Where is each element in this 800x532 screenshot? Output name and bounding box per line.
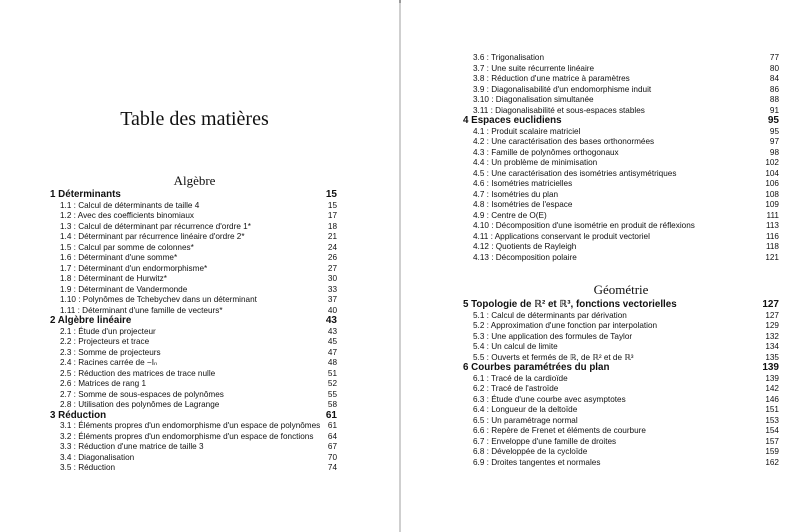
toc-entry-title: 2.4 : Racines carrée de −Iₙ — [60, 358, 158, 367]
toc-section-entry[interactable] — [50, 285, 337, 296]
toc-entry-title: 6.6 : Repère de Frenet et éléments de courbure — [473, 426, 646, 435]
toc-entry-title: 2.7 : Somme de sous-espaces de polynômes — [60, 389, 224, 399]
toc-entry-title: 4.8 : Isométries de l'espace — [473, 200, 573, 209]
toc-entry-page: 146 — [765, 394, 779, 404]
toc-entry-title: 5.4 : Un calcul de limite — [473, 342, 558, 351]
toc-entry-page: 21 — [327, 232, 337, 241]
toc-entry-page: 153 — [765, 415, 779, 425]
toc-section-entry[interactable] — [463, 374, 779, 385]
toc-section-entry[interactable] — [50, 222, 337, 233]
toc-entry-page: 64 — [327, 431, 337, 441]
toc-section-entry[interactable] — [463, 416, 779, 427]
toc-entry-page: 45 — [327, 337, 337, 346]
toc-title: Table des matières — [120, 108, 269, 130]
toc-entry-page: 116 — [765, 231, 779, 241]
toc-entry-title: 2.5 : Réduction des matrices de trace nulle — [60, 368, 216, 378]
toc-entry-title: 1.1 : Calcul de déterminants de taille 4 — [60, 200, 200, 210]
toc-entry-page: 95 — [769, 126, 779, 136]
toc-entry-page: 139 — [762, 362, 779, 373]
toc-section-entry[interactable] — [463, 53, 779, 64]
toc-section-entry[interactable] — [50, 463, 337, 474]
toc-entry-title: 1.8 : Déterminant de Hurwitz* — [60, 274, 167, 283]
toc-section-entry[interactable] — [463, 232, 779, 243]
toc-section-entry[interactable] — [463, 169, 779, 180]
toc-entry-page: 24 — [327, 242, 337, 252]
toc-entry-title: 2.3 : Somme de projecteurs — [60, 347, 161, 357]
toc-entry-page: 61 — [325, 409, 337, 421]
toc-section-entry[interactable] — [50, 358, 337, 369]
toc-section-entry[interactable] — [463, 405, 779, 416]
toc-entry-title: 4.10 : Décomposition d'une isométrie en produit de réflexions — [473, 221, 695, 230]
toc-entry-page: 74 — [327, 463, 337, 472]
toc-entry-page: 43 — [327, 326, 337, 336]
toc-entry-page: 86 — [769, 84, 779, 94]
toc-section-entry[interactable] — [50, 274, 337, 285]
toc-entry-title: 5.3 : Une application des formules de Taylor — [473, 331, 633, 341]
toc-section-entry[interactable] — [50, 201, 337, 212]
toc-entry-title: 3 Réduction — [50, 409, 107, 421]
toc-section-entry[interactable] — [463, 190, 779, 201]
toc-entry-title: 2.8 : Utilisation des polynômes de Lagrange — [60, 400, 220, 409]
toc-section-entry[interactable] — [463, 95, 779, 106]
toc-entry-page: 127 — [762, 299, 779, 310]
toc-section-entry[interactable] — [463, 458, 779, 469]
toc-section-entry[interactable] — [50, 211, 337, 222]
toc-entry-title: 4.4 : Un problème de minimisation — [473, 158, 598, 167]
toc-section-entry[interactable] — [50, 253, 337, 264]
part-heading-geometrie: Géométrie — [593, 282, 649, 297]
toc-entry-title: 1.6 : Déterminant d'une somme* — [60, 253, 178, 262]
toc-section-entry[interactable] — [50, 348, 337, 359]
toc-chapter-entry[interactable] — [50, 316, 337, 327]
toc-entry-page: 30 — [327, 274, 337, 283]
toc-entry-title: 6.4 : Longueur de la deltoïde — [473, 405, 578, 414]
toc-section-entry[interactable] — [463, 179, 779, 190]
toc-entry-page: 121 — [765, 252, 779, 262]
toc-entry-page: 70 — [327, 452, 337, 462]
toc-entry-title: 2.6 : Matrices de rang 1 — [60, 379, 147, 388]
toc-entry-title: 4 Espaces euclidiens — [463, 115, 562, 126]
toc-section-entry[interactable] — [50, 337, 337, 348]
toc-section-entry[interactable] — [50, 400, 337, 411]
toc-entry-page: 27 — [327, 263, 337, 273]
toc-left-list — [50, 190, 337, 474]
toc-entry-title: 3.2 : Éléments propres d'un endomorphisme d'un espace de fonctions — [60, 431, 314, 441]
toc-section-entry[interactable] — [463, 311, 779, 322]
toc-entry-title: 4.1 : Produit scalaire matriciel — [473, 126, 581, 136]
toc-entry-page: 113 — [765, 221, 779, 230]
toc-entry-title: 1.7 : Déterminant d'un endormorphisme* — [60, 263, 208, 273]
toc-entry-page: 77 — [769, 53, 779, 62]
toc-entry-page: 118 — [765, 242, 779, 251]
toc-section-entry[interactable] — [463, 426, 779, 437]
toc-entry-title: 6.3 : Étude d'une courbe avec asymptotes — [473, 394, 626, 404]
toc-section-entry[interactable] — [463, 447, 779, 458]
toc-section-entry[interactable] — [463, 137, 779, 148]
toc-entry-title: 3.1 : Éléments propres d'un endomorphisme d'un espace de polynômes — [60, 421, 321, 430]
toc-section-entry[interactable] — [50, 327, 337, 338]
toc-entry-page: 37 — [327, 295, 337, 304]
toc-entry-page: 55 — [327, 389, 337, 399]
toc-entry-page: 67 — [327, 442, 337, 451]
toc-entry-title: 4.12 : Quotients de Rayleigh — [473, 242, 577, 251]
toc-section-entry[interactable] — [463, 242, 779, 253]
toc-entry-page: 26 — [327, 253, 337, 262]
toc-entry-title: 3.11 : Diagonalisabilité et sous-espaces stables — [473, 105, 645, 115]
toc-entry-page: 47 — [327, 347, 337, 357]
toc-entry-title: 4.3 : Famille de polynômes orthogonaux — [473, 147, 619, 157]
toc-entry-page: 154 — [765, 426, 779, 435]
toc-entry-page: 15 — [325, 189, 337, 200]
toc-entry-page: 91 — [769, 105, 779, 115]
left-page — [0, 0, 399, 532]
toc-entry-title: 6.5 : Un paramétrage normal — [473, 415, 578, 425]
toc-section-entry[interactable] — [50, 421, 337, 432]
toc-right-top-list — [463, 53, 779, 263]
toc-section-entry[interactable] — [50, 379, 337, 390]
toc-section-entry[interactable] — [50, 453, 337, 464]
toc-entry-page: 142 — [765, 384, 779, 393]
toc-entry-title: 5 Topologie de ℝ² et ℝ³, fonctions vectorielles — [463, 299, 677, 310]
toc-entry-title: 3.8 : Réduction d'une matrice à paramètres — [473, 74, 630, 83]
toc-entry-title: 3.7 : Une suite récurrente linéaire — [473, 63, 595, 73]
toc-entry-title: 4.7 : Isométries du plan — [473, 189, 559, 199]
right-page — [401, 0, 800, 532]
toc-entry-page: 135 — [765, 352, 779, 362]
toc-section-entry[interactable] — [463, 158, 779, 169]
toc-section-entry[interactable] — [463, 148, 779, 159]
toc-entry-page: 157 — [765, 436, 779, 446]
toc-section-entry[interactable] — [50, 232, 337, 243]
toc-entry-page: 52 — [327, 379, 337, 388]
toc-entry-page: 139 — [765, 373, 779, 383]
toc-section-entry[interactable] — [463, 85, 779, 96]
toc-entry-page: 102 — [765, 158, 779, 167]
toc-entry-page: 127 — [765, 310, 779, 320]
toc-section-entry[interactable] — [50, 264, 337, 275]
toc-entry-page: 132 — [765, 331, 779, 341]
toc-section-entry[interactable] — [463, 200, 779, 211]
toc-entry-page: 17 — [327, 211, 337, 220]
toc-entry-title: 6.8 : Développée de la cycloïde — [473, 447, 588, 456]
toc-section-entry[interactable] — [463, 437, 779, 448]
toc-section-entry[interactable] — [463, 221, 779, 232]
toc-entry-title: 5.1 : Calcul de déterminants par dérivation — [473, 310, 627, 320]
toc-entry-title: 4.11 : Applications conservant le produit vectoriel — [473, 231, 650, 241]
toc-entry-title: 3.6 : Trigonalisation — [473, 53, 545, 62]
toc-entry-title: 1 Déterminants — [50, 189, 121, 200]
toc-entry-title: 4.5 : Une caractérisation des isométries antisymétriques — [473, 168, 677, 178]
toc-entry-page: 109 — [765, 200, 779, 209]
toc-entry-page: 80 — [769, 63, 779, 73]
toc-section-entry[interactable] — [463, 332, 779, 343]
toc-entry-title: 4.9 : Centre de O(E) — [473, 210, 547, 220]
toc-chapter-entry[interactable] — [463, 363, 779, 374]
toc-entry-page: 51 — [327, 368, 337, 378]
toc-section-entry[interactable] — [463, 395, 779, 406]
toc-right-bottom-list — [463, 300, 779, 468]
toc-entry-title: 2.1 : Étude d'un projecteur — [60, 326, 156, 336]
toc-chapter-entry[interactable] — [463, 116, 779, 127]
toc-entry-page: 88 — [769, 95, 779, 104]
toc-section-entry[interactable] — [463, 211, 779, 222]
toc-section-entry[interactable] — [50, 243, 337, 254]
toc-entry-page: 151 — [765, 405, 779, 414]
toc-section-entry[interactable] — [463, 321, 779, 332]
toc-section-entry[interactable] — [50, 295, 337, 306]
toc-entry-page: 134 — [765, 342, 779, 351]
toc-entry-title: 5.2 : Approximation d'une fonction par interpolation — [473, 321, 658, 330]
toc-entry-title: 1.10 : Polynômes de Tchebychev dans un déterminant — [60, 295, 257, 304]
toc-entry-title: 1.5 : Calcul par somme de colonnes* — [60, 242, 194, 252]
part-heading-algebre: Algèbre — [173, 173, 216, 188]
toc-section-entry[interactable] — [463, 253, 779, 264]
toc-entry-title: 4.13 : Décomposition polaire — [473, 252, 577, 262]
toc-chapter-entry[interactable] — [50, 411, 337, 422]
toc-entry-page: 97 — [769, 137, 779, 146]
toc-entry-page: 108 — [765, 189, 779, 199]
toc-entry-title: 4.6 : Isométries matricielles — [473, 179, 573, 188]
toc-entry-title: 3.4 : Diagonalisation — [60, 452, 135, 462]
toc-entry-title: 6.1 : Tracé de la cardioïde — [473, 373, 568, 383]
toc-entry-title: 3.10 : Diagonalisation simultanée — [473, 95, 594, 104]
toc-section-entry[interactable] — [463, 74, 779, 85]
toc-entry-title: 1.4 : Déterminant par récurrence linéaire d'ordre 2* — [60, 232, 245, 241]
toc-section-entry[interactable] — [50, 369, 337, 380]
toc-entry-title: 1.9 : Déterminant de Vandermonde — [60, 284, 188, 294]
toc-entry-page: 129 — [765, 321, 779, 330]
toc-entry-title: 6.7 : Enveloppe d'une famille de droites — [473, 436, 617, 446]
toc-entry-page: 61 — [327, 421, 337, 430]
toc-entry-title: 3.5 : Réduction — [60, 463, 116, 472]
toc-entry-page: 18 — [327, 221, 337, 231]
toc-entry-title: 1.11 : Déterminant d'une famille de vecteurs* — [60, 305, 223, 315]
toc-section-entry[interactable] — [463, 342, 779, 353]
toc-entry-title: 1.3 : Calcul de déterminant par récurrence d'ordre 1* — [60, 221, 251, 231]
toc-entry-title: 6 Courbes paramétrées du plan — [463, 362, 610, 373]
toc-entry-title: 4.2 : Une caractérisation des bases orthonormées — [473, 137, 655, 146]
toc-entry-page: 40 — [327, 305, 337, 315]
toc-entry-title: 2 Algèbre linéaire — [50, 315, 132, 326]
toc-section-entry[interactable] — [50, 390, 337, 401]
toc-entry-page: 84 — [769, 74, 779, 83]
toc-section-entry[interactable] — [50, 432, 337, 443]
toc-section-entry[interactable] — [50, 442, 337, 453]
toc-entry-title: 5.5 : Ouverts et fermés de ℝ, de ℝ² et de ℝ³ — [473, 352, 634, 362]
toc-entry-page: 48 — [327, 358, 337, 367]
toc-entry-page: 104 — [765, 168, 779, 178]
toc-entry-page: 58 — [327, 400, 337, 409]
toc-entry-page: 111 — [766, 210, 779, 220]
toc-section-entry[interactable] — [463, 384, 779, 395]
toc-entry-page: 98 — [769, 147, 779, 157]
toc-entry-page: 33 — [327, 284, 337, 294]
toc-entry-title: 2.2 : Projecteurs et trace — [60, 337, 150, 346]
toc-entry-title: 3.3 : Réduction d'une matrice de taille 3 — [60, 442, 204, 451]
toc-entry-title: 1.2 : Avec des coefficients binomiaux — [60, 211, 194, 220]
toc-entry-page: 15 — [327, 200, 337, 210]
toc-entry-title: 3.9 : Diagonalisabilité d'un endomorphisme induit — [473, 84, 652, 94]
toc-section-entry[interactable] — [463, 64, 779, 75]
toc-entry-title: 6.9 : Droites tangentes et normales — [473, 457, 601, 467]
toc-entry-page: 159 — [765, 447, 779, 456]
toc-entry-page: 106 — [765, 179, 779, 188]
toc-chapter-entry[interactable] — [463, 300, 779, 311]
toc-section-entry[interactable] — [463, 127, 779, 138]
toc-entry-page: 162 — [765, 457, 779, 467]
toc-chapter-entry[interactable] — [50, 190, 337, 201]
toc-entry-title: 6.2 : Tracé de l'astroïde — [473, 384, 559, 393]
toc-entry-page: 95 — [767, 115, 779, 126]
toc-entry-page: 43 — [325, 315, 337, 326]
